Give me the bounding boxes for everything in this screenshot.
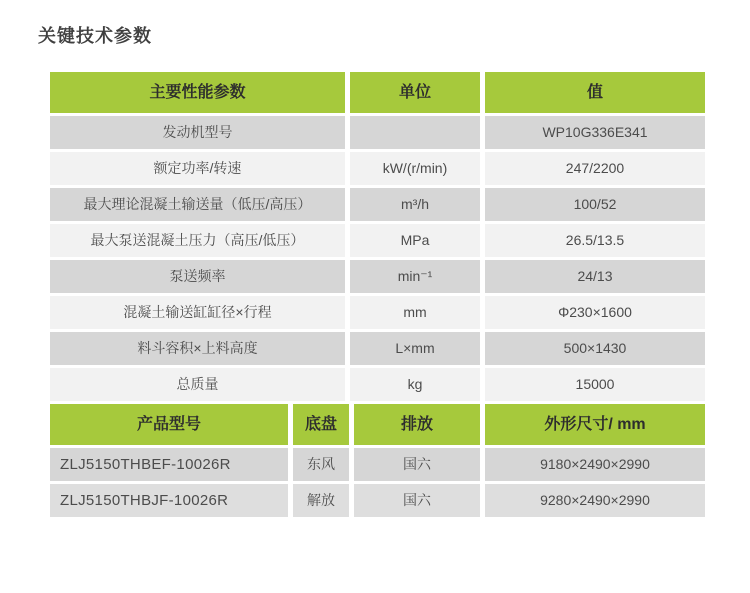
spec-param-cell: 泵送频率 [50,260,345,293]
spec-value-cell: 26.5/13.5 [485,224,705,257]
header-value: 值 [485,72,705,113]
table-row [50,368,705,401]
performance-header-row [50,72,705,113]
model-name-cell: ZLJ5150THBJF-10026R [50,484,288,517]
model-name-cell: ZLJ5150THBEF-10026R [50,448,288,481]
spec-param-cell: 额定功率/转速 [50,152,345,185]
spec-value-cell: 247/2200 [485,152,705,185]
header-dimensions: 外形尺寸/ mm [485,404,705,445]
table-row [50,332,705,365]
header-emission: 排放 [354,404,480,445]
spec-value-cell: 24/13 [485,260,705,293]
model-header-row [50,404,705,445]
spec-param-cell: 发动机型号 [50,116,345,149]
spec-unit-cell: L×mm [350,332,480,365]
spec-unit-cell: kW/(r/min) [350,152,480,185]
table-row [50,296,705,329]
table-row [50,448,705,481]
spec-unit-cell: mm [350,296,480,329]
spec-param-cell: 料斗容积×上料高度 [50,332,345,365]
spec-value-cell: WP10G336E341 [485,116,705,149]
page-title: 关键技术参数 [38,26,152,46]
spec-unit-cell: MPa [350,224,480,257]
spec-unit-cell: min⁻¹ [350,260,480,293]
spec-param-cell: 最大理论混凝土输送量（低压/高压） [50,188,345,221]
emission-cell: 国六 [354,448,480,481]
dimensions-cell: 9180×2490×2990 [485,448,705,481]
spec-unit-cell [350,116,480,149]
header-unit: 单位 [350,72,480,113]
header-param: 主要性能参数 [50,72,345,113]
table-row [50,152,705,185]
chassis-cell: 解放 [293,484,349,517]
spec-unit-cell: kg [350,368,480,401]
header-chassis: 底盘 [293,404,349,445]
spec-param-cell: 混凝土输送缸缸径×行程 [50,296,345,329]
table-row [50,260,705,293]
table-row [50,116,705,149]
chassis-cell: 东风 [293,448,349,481]
spec-unit-cell: m³/h [350,188,480,221]
spec-param-cell: 最大泵送混凝土压力（高压/低压） [50,224,345,257]
table-row [50,484,705,517]
table-row [50,224,705,257]
table-row [50,188,705,221]
dimensions-cell: 9280×2490×2990 [485,484,705,517]
performance-table [50,72,705,401]
spec-tables [50,72,705,520]
emission-cell: 国六 [354,484,480,517]
spec-value-cell: Φ230×1600 [485,296,705,329]
spec-value-cell: 100/52 [485,188,705,221]
header-model: 产品型号 [50,404,288,445]
spec-param-cell: 总质量 [50,368,345,401]
spec-value-cell: 500×1430 [485,332,705,365]
model-table [50,404,705,517]
spec-value-cell: 15000 [485,368,705,401]
